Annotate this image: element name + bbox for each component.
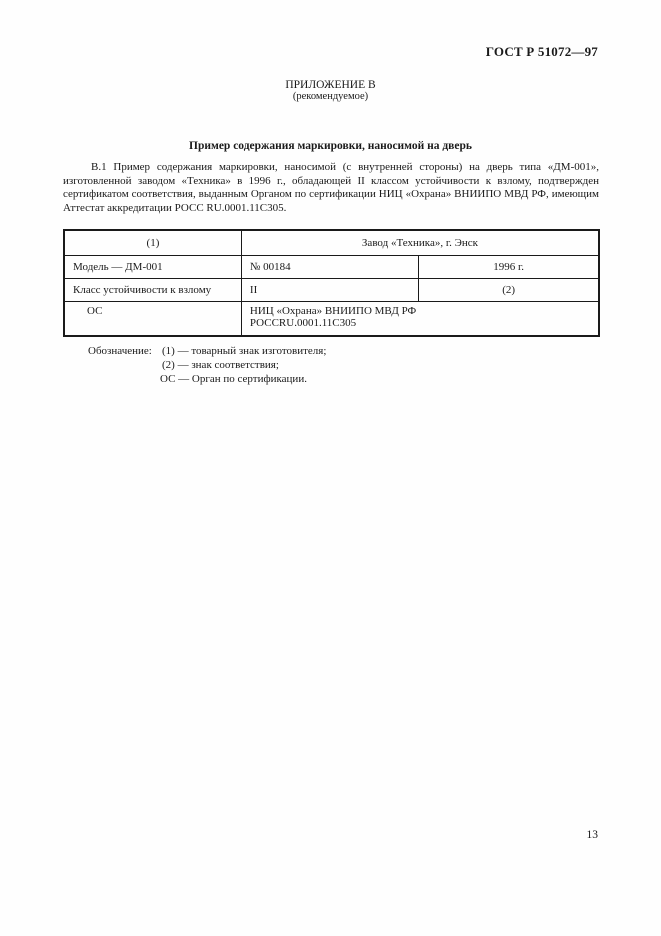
appendix-header <box>0 79 661 103</box>
model-cell: Модель — ДМ-001 <box>64 256 241 279</box>
certification-body-label-cell: ОС <box>64 302 241 337</box>
example-paragraph: В.1 Пример содержания маркировки, наносимой (с внутренней стороны) на дверь типа «ДМ-001», изготовленной заводом «Техника» в 1996 г., обладающей II классом устойчивости к взлому, подтвержден сертификатом соответствия, выданным Органом по сертификации НИЦ «Охрана» ВНИИПО МВД РФ, имеющим Аттестат аккредитации РОСС RU.0001.11С305. <box>63 161 599 214</box>
table-row <box>64 302 599 337</box>
legend-item: ОС — Орган по сертификации. <box>160 373 307 385</box>
table-row <box>64 279 599 302</box>
table-row <box>64 256 599 279</box>
legend-label: Обозначение: <box>88 345 152 357</box>
legend-item: (2) — знак соответствия; <box>162 359 279 371</box>
certification-body-name: НИЦ «Охрана» ВНИИПО МВД РФ <box>249 305 417 317</box>
table-row <box>64 230 599 256</box>
legend <box>88 344 326 386</box>
conformity-mark-cell: (2) <box>419 279 599 302</box>
manufacturer-cell: Завод «Техника», г. Энск <box>241 230 599 256</box>
appendix-subtitle: (рекомендуемое) <box>292 91 369 102</box>
trademark-cell: (1) <box>64 230 241 256</box>
standard-code: ГОСТ Р 51072—97 <box>485 44 598 59</box>
appendix-title: ПРИЛОЖЕНИЕ В <box>285 79 376 91</box>
class-value-cell: II <box>241 279 418 302</box>
serial-cell: № 00184 <box>241 256 418 279</box>
year-cell: 1996 г. <box>419 256 599 279</box>
section-heading: Пример содержания маркировки, наносимой на дверь <box>189 140 472 152</box>
page-number: 13 <box>586 829 598 841</box>
certification-body-cell <box>241 302 599 337</box>
class-label-cell: Класс устойчивости к взлому <box>64 279 241 302</box>
certification-body-code: РОССRU.0001.11С305 <box>249 317 357 329</box>
marking-table <box>63 229 600 337</box>
legend-item: (1) — товарный знак изготовителя; <box>162 345 327 357</box>
